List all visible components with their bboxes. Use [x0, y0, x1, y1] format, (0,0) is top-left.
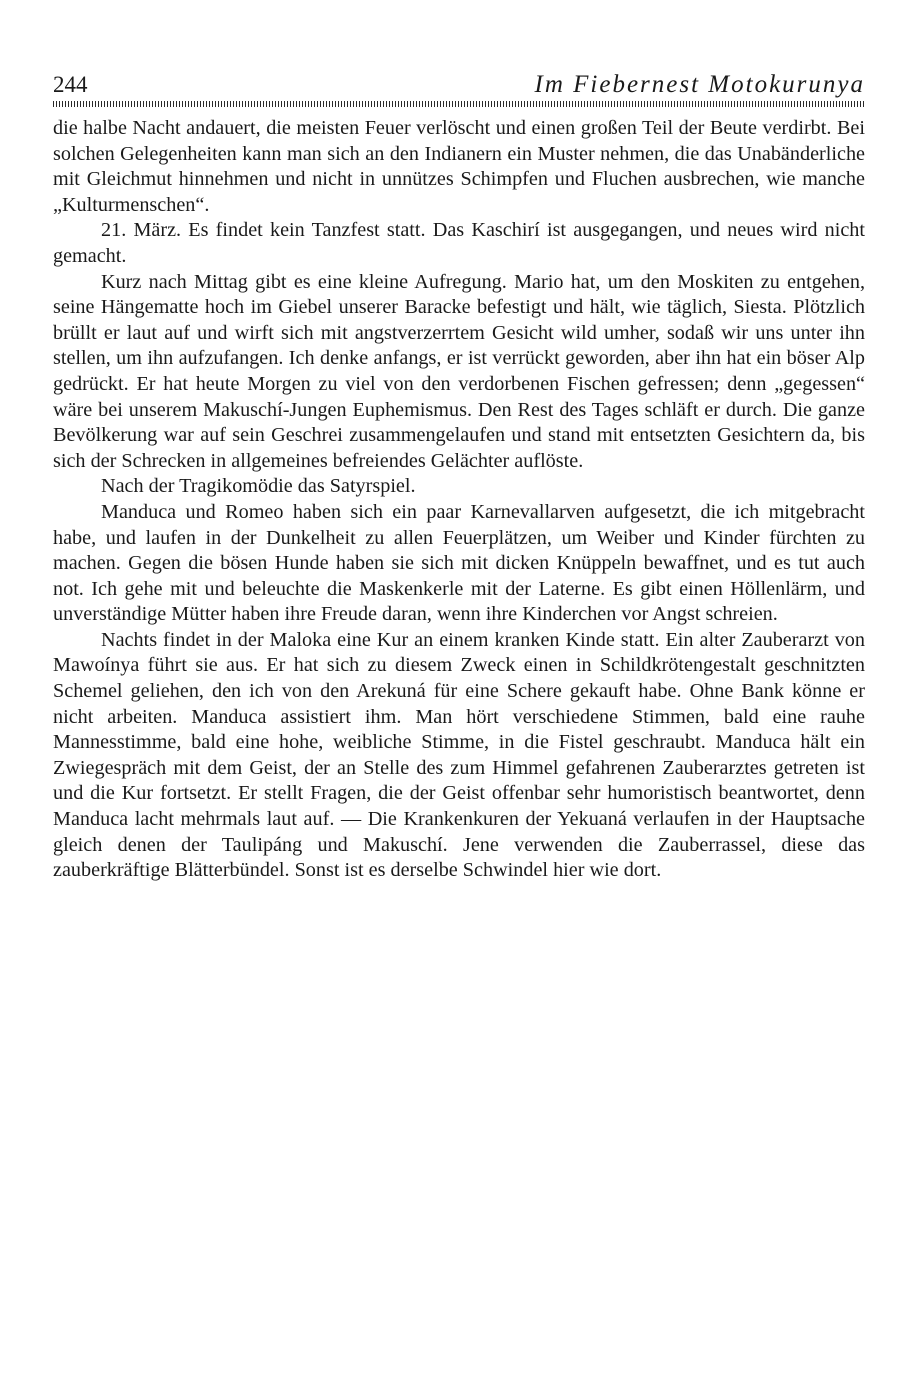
- book-page: [53, 66, 865, 884]
- paragraph-continuation: die halbe Nacht andauert, die meisten Feuer verlöscht und einen großen Teil der Beute verdirbt. Bei solchen Gelegenheiten kann man sich an den Indianern ein Muster nehmen, die das Unabänderliche mit Gleichmut hinnehmen und nicht in unnützes Schimpfen und Fluchen ausbrechen, wie manche „Kulturmenschen“.: [53, 117, 865, 216]
- header-rule: [53, 101, 865, 107]
- paragraph-masks: Manduca und Romeo haben sich ein paar Karnevallarven aufgesetzt, die ich mitgebracht habe, und laufen in der Dunkelheit zu allen Feuerplätzen, um Weiber und Kinder fürchten zu machen. Gegen die bösen Hunde haben sie sich mit dicken Knüppeln bewaffnet, und es tut auch not. Ich gehe mit und beleuchte die Maskenkerle mit der Laterne. Es gibt einen Höllenlärm, und unverständige Mütter haben ihre Freude daran, wenn ihre Kinderchen vor Angst schreien.: [53, 500, 865, 626]
- paragraph-date-entry: 21. März. Es findet kein Tanzfest statt. Das Kaschirí ist ausgegangen, und neues wird nicht gemacht.: [53, 219, 865, 267]
- paragraph-cure: Nachts findet in der Maloka eine Kur an einem kranken Kinde statt. Ein alter Zauberarzt von Mawoínya führt sie aus. Er hat sich zu diesem Zweck einen in Schildkrötengestalt geschnitzten Schemel geliehen, den ich von den Arekuná für eine Schere gekauft habe. Ohne Bank könne er nicht arbeiten. Manduca assistiert ihm. Man hört verschiedene Stimmen, bald eine rauhe Mannesstimme, bald eine hohe, weibliche Stimme, in die Fistel geschraubt. Manduca hält ein Zwiegespräch mit dem Geist, der an Stelle des zum Himmel gefahrenen Zauberarztes getreten ist und die Kur fortsetzt. Er stellt Fragen, die der Geist offenbar sehr humoristisch beantwortet, denn Manduca lacht mehrmals laut auf. — Die Krankenkuren der Yekuaná verlaufen in der Hauptsache gleich denen der Taulipáng und Makuschí. Jene verwenden die Zauberrassel, diese das zauberkräftige Blätterbündel. Sonst ist es derselbe Schwindel hier wie dort.: [53, 628, 865, 882]
- paragraph-satyrspiel: Nach der Tragikomödie das Satyrspiel.: [101, 475, 416, 498]
- body-text: [53, 116, 865, 884]
- running-head: [53, 66, 865, 100]
- page-number: 244: [53, 72, 88, 97]
- paragraph-mario: Kurz nach Mittag gibt es eine kleine Aufregung. Mario hat, um den Moskiten zu entgehen, seine Hängematte hoch im Giebel unserer Baracke befestigt und hält, wie täglich, Siesta. Plötzlich brüllt er laut auf und wirft sich mit angstverzerrtem Gesicht wild umher, sodaß wir uns unter ihn stellen, um ihn aufzufangen. Ich denke anfangs, er ist verrückt geworden, aber ihn hat ein böser Alp gedrückt. Er hat heute Morgen zu viel von den verdorbenen Fischen gefressen; denn „gegessen“ wäre bei unserem Makuschí-Jungen Euphemismus. Den Rest des Tages schläft er durch. Die ganze Bevölkerung war auf sein Geschrei zusammengelaufen und stand mit entsetzten Gesichtern da, bis sich der Schrecken in allgemeines befreiendes Gelächter auflöste.: [53, 270, 865, 472]
- running-title: Im Fiebernest Motokurunya: [534, 71, 865, 98]
